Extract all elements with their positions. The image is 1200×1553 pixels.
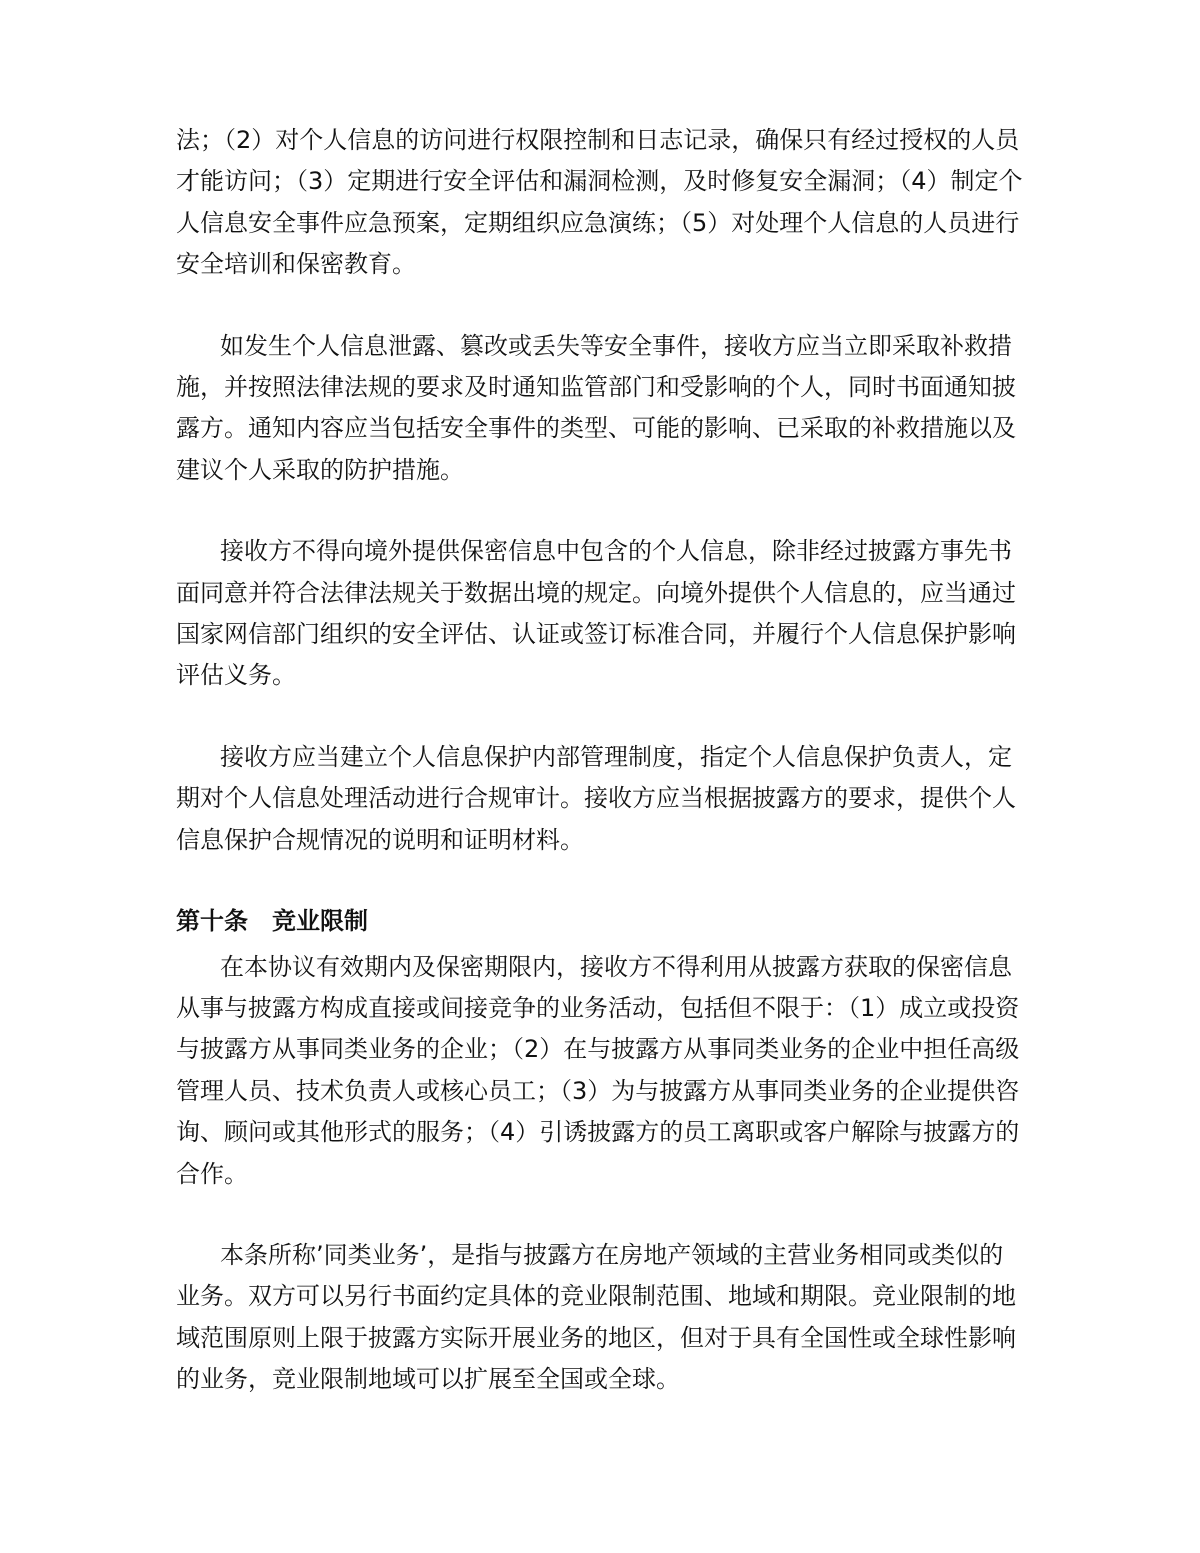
paragraph-similar-business-definition: 本条所称’同类业务’，是指与披露方在房地产领域的主营业务相同或类似的业务。双方可以另行书面约定具体的竞业限制范围、地域和期限。竞业限制的地域范围原则上限于披露方实际开展业务的地区，但对于具有全国性或全球性影响的业务，竞业限制地域可以扩展至全国或全球。 xyxy=(176,1240,1016,1394)
paragraph-internal-management: 接收方应当建立个人信息保护内部管理制度，指定个人信息保护负责人，定期对个人信息处理活动进行合规审计。接收方应当根据披露方的要求，提供个人信息保护合规情况的说明和证明材料。 xyxy=(176,742,1016,854)
paragraph-non-compete-scope: 在本协议有效期内及保密期限内，接收方不得利用从披露方获取的保密信息从事与披露方构成直接或间接竞争的业务活动，包括但不限于：（1）成立或投资与披露方从事同类业务的企业；（2）在与披露方从事同类业务的企业中担任高级管理人员、技术负责人或核心员工；（3）为与披露方从事同类业务的企业提供咨询、顾问或其他形式的服务；（4）引诱披露方的员工离职或客户解除与披露方的合作。 xyxy=(176,952,1020,1188)
section-heading-non-compete: 第十条 竞业限制 xyxy=(176,907,368,936)
paragraph-security-incident: 如发生个人信息泄露、篡改或丢失等安全事件，接收方应当立即采取补救措施，并按照法律法规的要求及时通知监管部门和受影响的个人，同时书面通知披露方。通知内容应当包括安全事件的类型、可能的影响、已采取的补救措施以及建议个人采取的防护措施。 xyxy=(176,331,1016,484)
paragraph-security-measures-continued: 法；（2）对个人信息的访问进行权限控制和日志记录，确保只有经过授权的人员才能访问；（3）定期进行安全评估和漏洞检测，及时修复安全漏洞；（4）制定个人信息安全事件应急预案，定期组织应急演练；（5）对处理个人信息的人员进行安全培训和保密教育。 xyxy=(176,126,1023,279)
paragraph-cross-border-transfer: 接收方不得向境外提供保密信息中包含的个人信息，除非经过披露方事先书面同意并符合法律法规关于数据出境的规定。向境外提供个人信息的，应当通过国家网信部门组织的安全评估、认证或签订标准合同，并履行个人信息保护影响评估义务。 xyxy=(176,537,1016,690)
document-body xyxy=(176,120,1026,1401)
